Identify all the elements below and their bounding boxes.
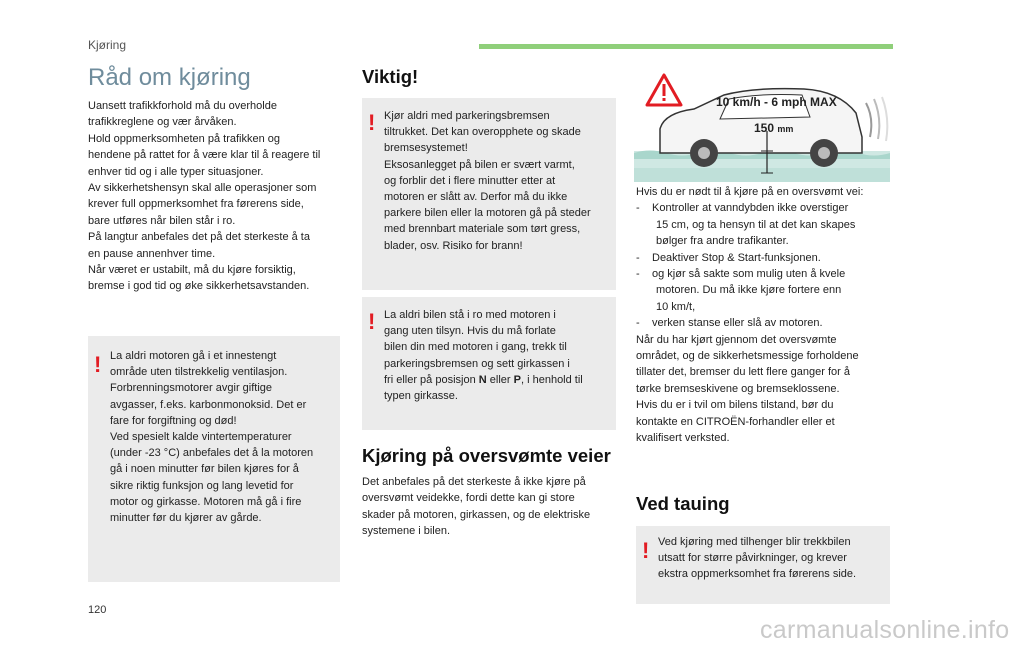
list-line: 10 km/t, [656, 300, 696, 313]
paragraph-line: Av sikkerhetshensyn skal alle operasjoner som [88, 182, 317, 195]
warning-line: avgasser, f.eks. karbonmonoksid. Det er [110, 398, 307, 411]
list-item [636, 200, 896, 249]
paragraph-line: enhver tid og i alle typer situasjoner. [88, 165, 264, 178]
text-run: , i henhold til [520, 373, 583, 386]
list-dash: - [636, 268, 640, 281]
warning-line: blader, osv. Risiko for brann! [384, 239, 523, 252]
section-accent-bar [479, 44, 893, 49]
engine-warning-text [110, 348, 313, 526]
engine-warning-box [88, 336, 340, 582]
watermark: carmanualsonline.info [760, 616, 1010, 644]
warning-line: og forblir det i flere minutter etter at [384, 174, 556, 187]
warning-line: typen girkasse. [384, 390, 458, 403]
warning-exclamation-icon: ! [94, 352, 102, 377]
paragraph-line: bare utføres når bilen står i ro. [88, 214, 236, 227]
list-line: verken stanse eller slå av motoren. [652, 317, 823, 330]
speed-limit-label: 10 km/h - 6 mph MAX [716, 95, 837, 109]
paragraph-line: Det anbefales på det sterkeste å ikke kjøre på [362, 476, 586, 488]
paragraph-line: området, og de sikkerhetsmessige forholdene [636, 350, 859, 363]
brake-warning-text [384, 108, 591, 254]
warning-exclamation-icon: ! [368, 309, 376, 334]
paragraph-line: krever full oppmerksomhet fra førerens side, [88, 198, 304, 211]
warning-line: Eksosanlegget på bilen er svært varmt, [384, 158, 575, 171]
list-line: og kjør så sakte som mulig uten å kvele [652, 268, 846, 281]
list-item [636, 250, 896, 266]
warning-line: bremsesystemet! [384, 142, 468, 155]
intro-paragraph [88, 98, 344, 295]
warning-line: (under -23 °C) anbefales det å la motoren [110, 447, 314, 460]
paragraph-line: tørke bremseskivene og bremseklossene. [636, 382, 840, 395]
warning-line: motor og girkasse. Motoren må gå i fire [110, 495, 302, 508]
paragraph-line: en pause annenhver time. [88, 247, 216, 260]
list-line: motoren. Du må ikke kjøre fortere enn [656, 284, 842, 297]
warning-line: parkere bilen eller la motoren gå på steder [384, 207, 591, 220]
warning-line: ekstra oppmerksomhet fra førerens side. [658, 568, 857, 581]
flooded-road-illustration [634, 73, 890, 182]
paragraph-line: systemene i bilen. [362, 525, 451, 538]
warning-line: bilen din med motoren i gang, trekk til [384, 341, 567, 354]
depth-value: 150 [754, 121, 775, 135]
page-number: 120 [88, 604, 107, 616]
warning-line: fare for forgiftning og død! [110, 414, 237, 427]
list-line: 15 cm, og ta hensyn til at det kan skapes [656, 218, 856, 231]
paragraph-line: Hold oppmerksomheten på trafikken og [88, 132, 280, 145]
warning-line: minutter før du kjører av gårde. [110, 512, 262, 525]
warning-exclamation-icon: ! [368, 110, 376, 135]
text-run: fri eller på posisjon [384, 373, 479, 386]
towing-warning-text [658, 534, 856, 583]
paragraph-line: Når du har kjørt gjennom det oversvømte [636, 333, 837, 346]
warning-line: motoren er slått av. Derfor må du ikke [384, 191, 568, 204]
warning-line: Ved kjøring med tilhenger blir trekkbilen [658, 536, 851, 548]
paragraph-line: kvalifisert verksted. [636, 432, 730, 445]
section-header: Kjøring [88, 38, 127, 52]
gear-p-label: P [513, 373, 521, 386]
list-dash: - [636, 251, 640, 264]
idle-warning-text [384, 307, 583, 404]
instructions-intro: Hvis du er nødt til å kjøre på en oversvømt vei: [636, 186, 864, 198]
paragraph-line: Når været er ustabilt, må du kjøre forsiktig, [88, 264, 296, 277]
text-run: eller [486, 373, 514, 386]
warning-line [384, 372, 583, 388]
list-line: Deaktiver Stop & Start-funksjonen. [652, 251, 821, 264]
page-title: Råd om kjøring [88, 64, 251, 91]
list-dash: - [636, 202, 640, 215]
flood-instructions [636, 184, 896, 447]
warning-line: område uten tilstrekkelig ventilasjon. [110, 366, 288, 379]
paragraph-line: oversvømt veidekke, fordi dette kan gi store [362, 492, 575, 505]
towing-warning-box [636, 526, 890, 604]
road-water [634, 168, 890, 182]
paragraph-line: skader på motoren, girkassen, og de elektriske [362, 508, 591, 521]
warning-line: sikre riktig funksjon og lang levetid for [110, 479, 294, 492]
warning-line: gang uten tilsyn. Hvis du må forlate [384, 325, 556, 338]
list-item [636, 266, 896, 315]
warning-exclamation-icon: ! [642, 538, 650, 563]
paragraph-line: Uansett trafikkforhold må du overholde [88, 100, 277, 112]
important-heading: Viktig! [362, 66, 419, 87]
paragraph-line: kontakte en CITROËN-forhandler eller et [636, 415, 835, 428]
flood-paragraph [362, 474, 622, 540]
warning-line: Forbrenningsmotorer avgir giftige [110, 382, 273, 395]
paragraph-line: På langtur anbefales det på det sterkeste å ta [88, 231, 310, 244]
gear-n-label: N [478, 373, 487, 386]
warning-line: La aldri motoren gå i et innestengt [110, 350, 277, 362]
list-item [636, 315, 896, 331]
paragraph-line: Hvis du er i tvil om bilens tilstand, bør du [636, 399, 834, 412]
list-line: bølger fra andre trafikanter. [656, 235, 789, 248]
paragraph-line: tillater det, bremser du lett flere ganger for å [636, 366, 850, 379]
warning-line: Ved spesielt kalde vintertemperaturer [110, 431, 292, 444]
warning-line: tiltrukket. Det kan overopphete og skade [384, 126, 581, 139]
paragraph-line: trafikkreglene og vær årvåken. [88, 116, 237, 129]
warning-triangle-icon [647, 75, 681, 105]
flood-heading: Kjøring på oversvømte veier [362, 445, 611, 466]
idle-warning-box [362, 297, 616, 430]
list-dash: - [636, 317, 640, 330]
depth-unit: mm [777, 124, 794, 134]
paragraph-line: hendene på rattet for å være klar til å reagere til [88, 149, 321, 162]
water-depth-label [754, 121, 793, 135]
towing-heading: Ved tauing [636, 493, 730, 514]
warning-line: Kjør aldri med parkeringsbremsen [384, 110, 550, 122]
warning-line: utsatt for større påvirkninger, og krever [658, 552, 847, 565]
warning-line: gå i noen minutter før bilen kjøres for å [110, 463, 299, 476]
warning-line: La aldri bilen stå i ro med motoren i [384, 309, 556, 321]
list-line: Kontroller at vanndybden ikke overstiger [652, 202, 849, 215]
warning-line: med brennbart materiale som tørt gress, [384, 223, 581, 236]
paragraph-line: bremse i god tid og øke sikkerhetsavstanden. [88, 280, 310, 293]
brake-warning-box [362, 98, 616, 290]
warning-line: parkeringsbremsen og sett girkassen i [384, 357, 570, 370]
